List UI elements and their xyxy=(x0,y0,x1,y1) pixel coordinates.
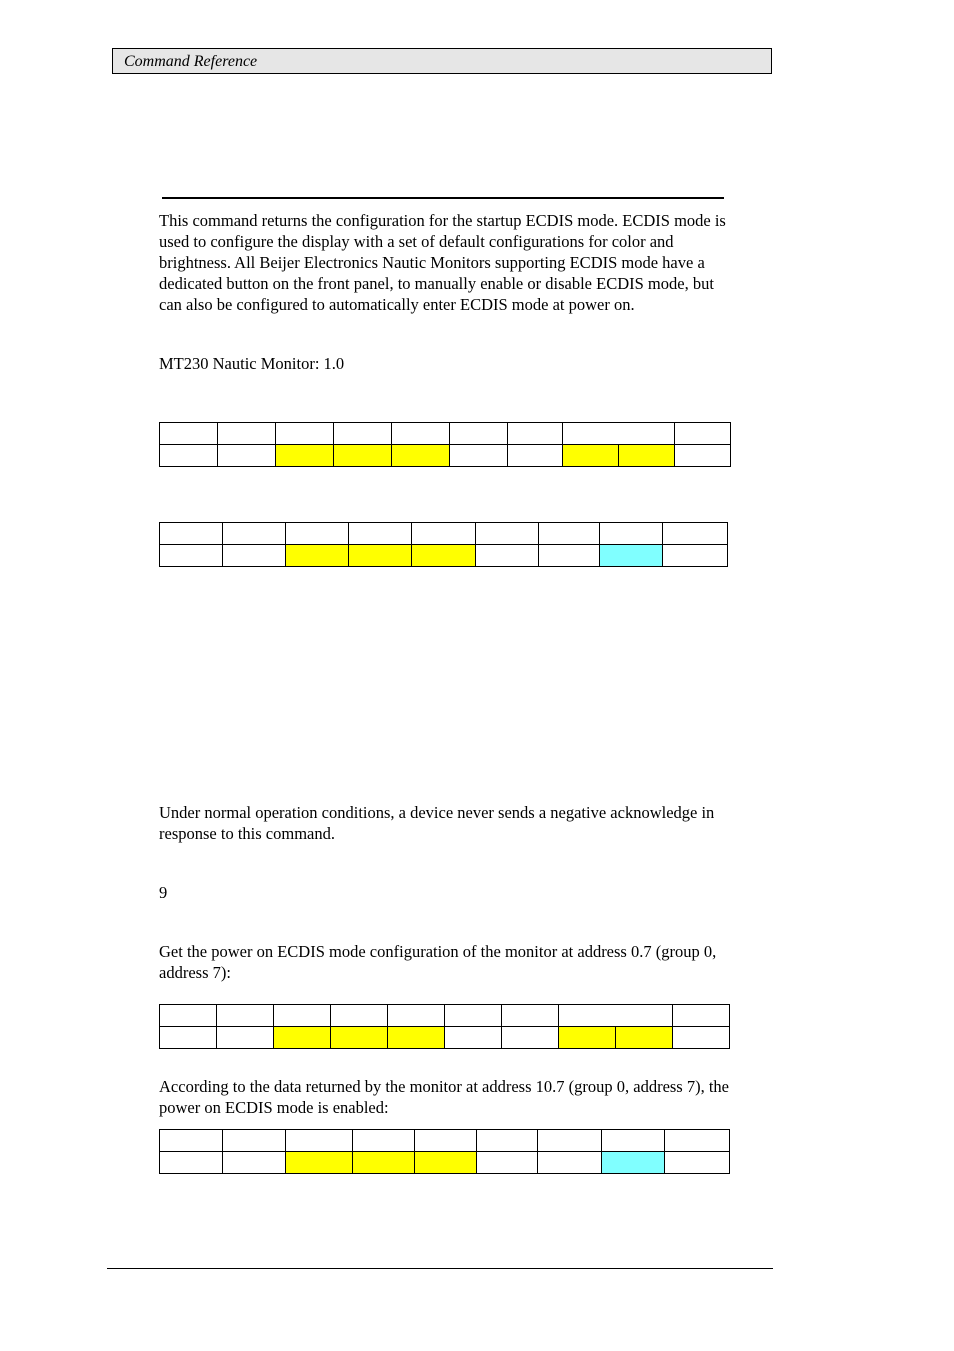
supported-devices: MT230 Nautic Monitor: 1.0 xyxy=(159,354,345,373)
table-header-row xyxy=(160,1005,730,1027)
table-row xyxy=(160,1027,730,1049)
footer-rule xyxy=(107,1268,773,1269)
header-title: Command Reference xyxy=(124,53,258,70)
table-header-row xyxy=(160,1130,730,1152)
example-response-table xyxy=(159,1129,730,1174)
table-row xyxy=(160,445,731,467)
section-divider xyxy=(162,197,724,199)
response-frame-table xyxy=(159,522,728,567)
table-header-row xyxy=(160,423,731,445)
example-result: According to the data returned by the monitor at address 10.7 (group 0, address 7), the power on ECDIS mode is enabled: xyxy=(159,1077,730,1117)
table-header-row xyxy=(160,523,728,545)
table-row xyxy=(160,545,728,567)
command-description: This command returns the configuration for the startup ECDIS mode. ECDIS mode is used to configure the display with a set of default configurations for color and brightness. All Beijer Electronics Nautic Monitors supporting ECDIS mode have a dedicated button on the front panel, to manually enable or disable ECDIS mode, but can also be configured to automatically enter ECDIS mode at power on. xyxy=(159,211,726,314)
table-row xyxy=(160,1152,730,1174)
example-intro: Get the power on ECDIS mode configuration of the monitor at address 0.7 (group 0, address 7): xyxy=(159,942,717,982)
running-header xyxy=(112,48,772,74)
nak-note: Under normal operation conditions, a device never sends a negative acknowledge in response to this command. xyxy=(159,803,715,843)
example-command-table xyxy=(159,1004,730,1049)
command-code: 9 xyxy=(159,883,168,902)
command-frame-table xyxy=(159,422,731,467)
